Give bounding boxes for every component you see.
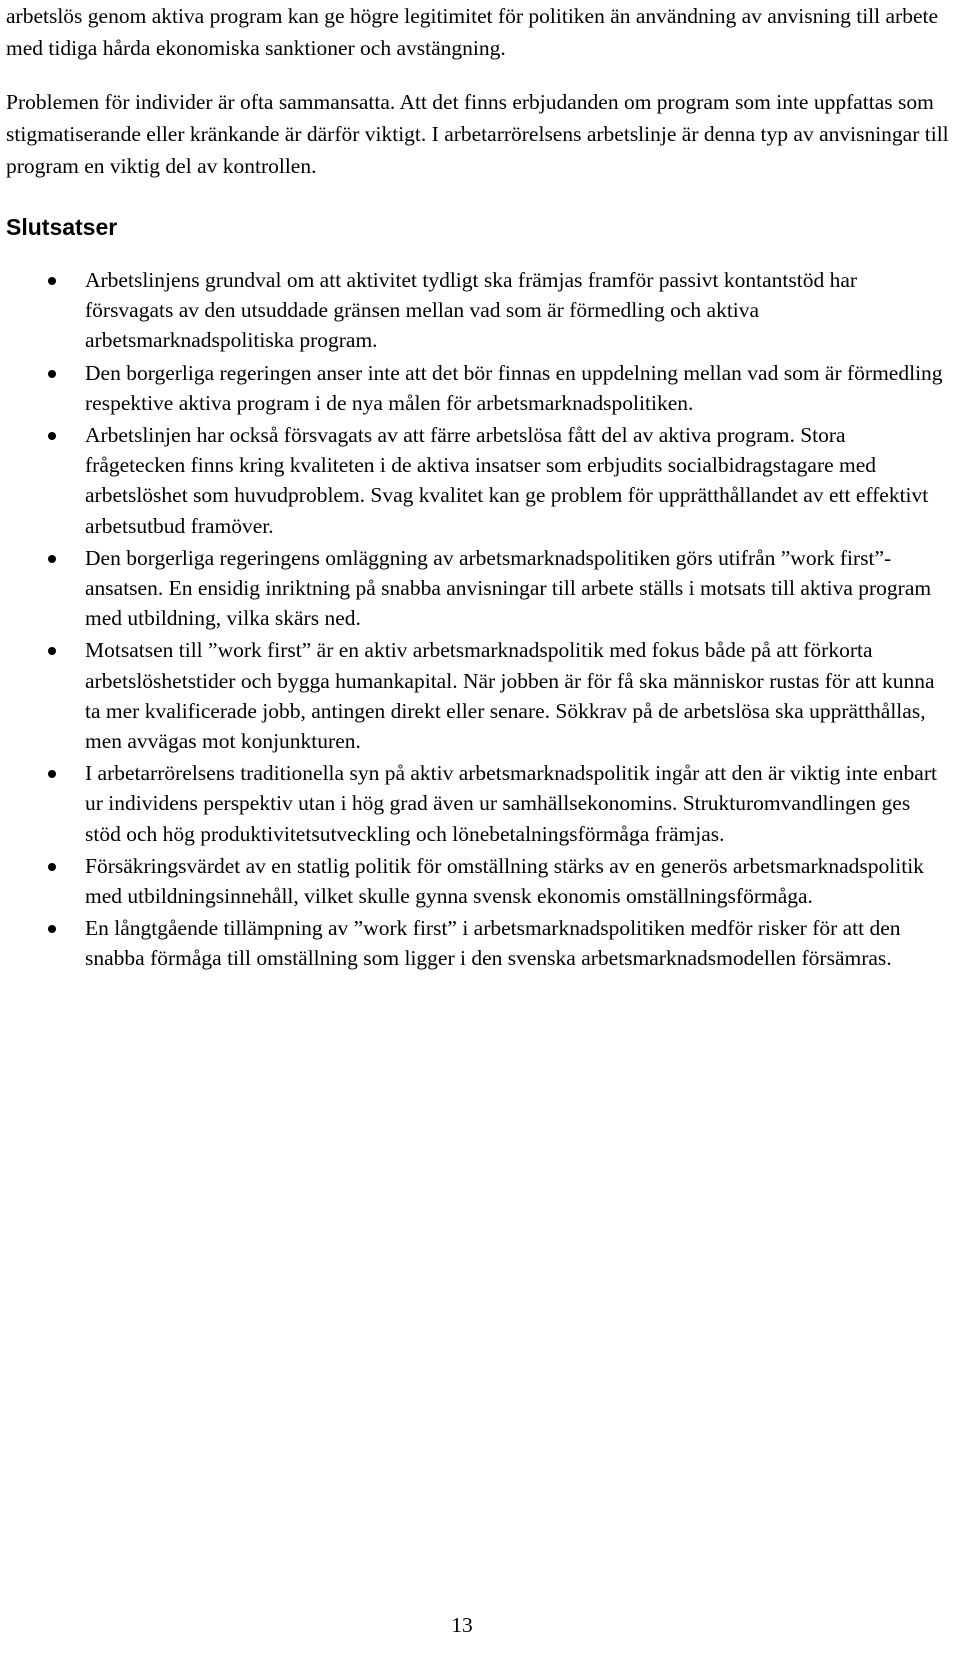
list-item-text: I arbetarrörelsens traditionella syn på aktiv arbetsmarknadspolitik ingår att den är viktig inte enbart ur individens perspektiv utan i hög grad även ur samhällsekonomins. Strukturomvandlingen ges stöd och hög produktivitetsutveckling och lönebetalningsförmåga främjas. <box>85 761 937 846</box>
list-item <box>0 635 950 756</box>
list-item-text: Den borgerliga regeringens omläggning av arbetsmarknadspolitiken görs utifrån ”work first”- ansatsen. En ensidig inriktning på snabba anvisningar till arbete ställs i motsats till aktiva program med utbildning, vilka skärs ned. <box>85 545 932 631</box>
bullet-icon <box>48 370 56 378</box>
list-item <box>0 358 950 418</box>
list-item-text: Försäkringsvärdet av en statlig politik för omställning stärks av en generös arbetsmarknadspolitik med utbildningsinnehåll, vilket skulle gynna svensk ekonomis omställningsförmåga. <box>85 853 924 909</box>
intro-paragraph: arbetslös genom aktiva program kan ge högre legitimitet för politiken än användning av anvisning till arbete med tidiga hårda ekonomiska sanktioner och avstängning. <box>6 4 939 60</box>
list-item <box>0 543 950 634</box>
section-heading: Slutsatser <box>6 214 118 240</box>
bullet-icon <box>48 432 56 440</box>
bullet-icon <box>48 647 56 655</box>
list-item <box>0 265 950 356</box>
list-item-text: Den borgerliga regeringen anser inte att det bör finnas en uppdelning mellan vad som är förmedling respektive aktiva program i de nya målen för arbetsmarknadspolitiken. <box>85 360 943 415</box>
bullet-icon <box>48 863 56 871</box>
list-item-text: En långtgående tillämpning av ”work first” i arbetsmarknadspolitiken medför risker för att den snabba förmåga till omställning som ligger i den svenska arbetsmarknadsmodellen försämras. <box>85 916 901 971</box>
bullet-icon <box>48 770 56 778</box>
list-item-text: Motsatsen till ”work first” är en aktiv arbetsmarknadspolitik med fokus både på att förkorta arbetslöshetstider och bygga humankapital. När jobben är för få ska människor rustas för att kunna ta mer kvalificerade jobb, antingen direkt eller senare. Sökkrav på de arbetslösa ska upprätthållas, men avvägas mot konjunkturen. <box>85 638 935 754</box>
intro-paragraph: Problemen för individer är ofta sammansatta. Att det finns erbjudanden om program som inte uppfattas som stigmatiserande eller kränkande är därför viktigt. I arbetarrörelsens arbetslinje är denna typ av anvisningar till program en viktig del av kontrollen. <box>6 90 949 178</box>
bullet-icon <box>48 277 56 285</box>
bullet-icon <box>48 925 56 933</box>
list-item-text: Arbetslinjens grundval om att aktivitet tydligt ska främjas framför passivt kontantstöd har försvagats av den utsuddade gränsen mellan vad som är förmedling och aktiva arbetsmarknadspolitiska program. <box>85 268 858 353</box>
list-item <box>0 758 950 849</box>
list-item <box>0 913 950 973</box>
page-number: 13 <box>451 1613 473 1637</box>
list-item <box>0 851 950 911</box>
list-item-text: Arbetslinjen har också försvagats av att färre arbetslösa fått del av aktiva program. Stora frågetecken finns kring kvaliteten i de aktiva insatser som erbjudits socialbidragstagare med arbetslöshet som huvudproblem. Svag kvalitet kan ge problem för upprätthållandet av ett effektivt arbetsutbud framöver. <box>85 423 929 538</box>
list-item <box>0 420 950 541</box>
conclusions-list <box>0 265 960 976</box>
bullet-icon <box>48 555 56 563</box>
